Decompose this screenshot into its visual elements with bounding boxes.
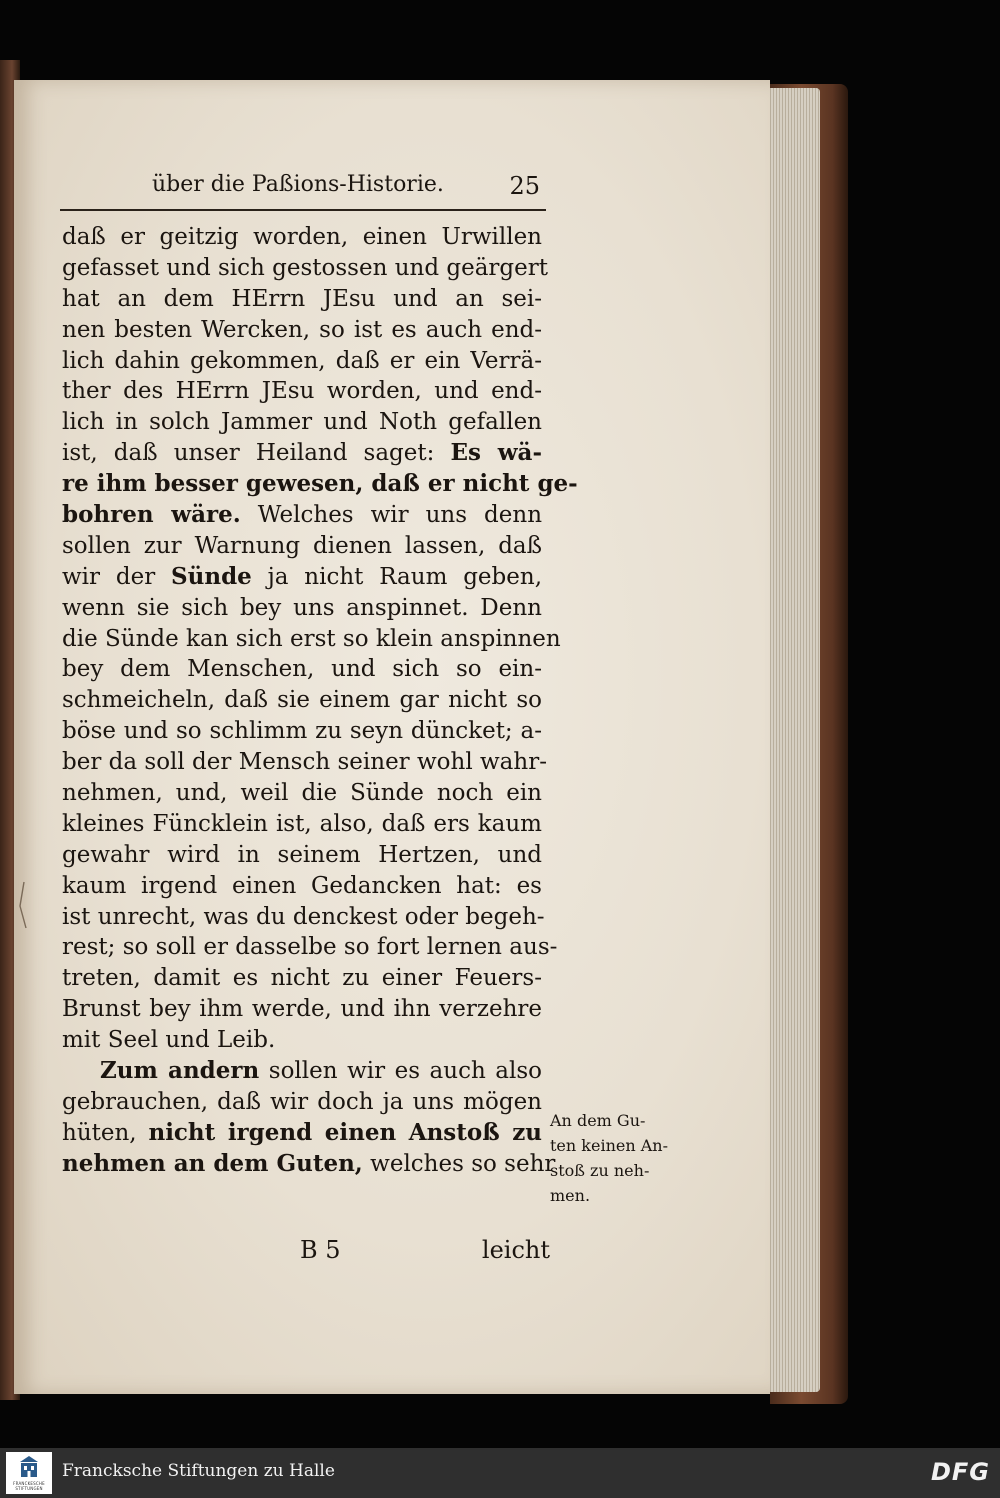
- marginal-line: ten keinen An-: [550, 1136, 668, 1155]
- text-line: schmeicheln, daß sie einem gar nicht so: [62, 687, 542, 714]
- building-icon: [18, 1455, 40, 1481]
- emphasis: Zum andern: [100, 1057, 260, 1085]
- institution-logo[interactable]: [6, 1452, 52, 1494]
- text-line: ist unrecht, was du denckest oder begeh-: [62, 903, 545, 930]
- text-line: rest; so soll er dasselbe so fort lernen aus-: [62, 934, 558, 961]
- text-line: lich dahin gekommen, daß er ein Verrä-: [62, 347, 542, 374]
- text-line: daß er geitzig worden, einen Urwillen: [62, 224, 542, 250]
- page-footer-line: [62, 1236, 550, 1270]
- page-edges: [762, 88, 820, 1392]
- text-line: [62, 469, 578, 500]
- dfg-logo[interactable]: DFG: [930, 1458, 990, 1486]
- header-rule: [60, 209, 546, 211]
- text-line: bey dem Menschen, und sich so ein-: [62, 656, 542, 683]
- text-segment: Welches wir uns denn: [257, 502, 543, 529]
- emphasis: Sünde: [171, 562, 252, 590]
- text-segment: hüten,: [62, 1119, 137, 1146]
- text-segment: wir der: [62, 563, 156, 590]
- text-line: kleines Füncklein ist, also, daß ers kaum: [62, 810, 542, 837]
- text-line: nehmen, und, weil die Sünde noch ein: [62, 780, 542, 807]
- text-segment: welches so sehr: [370, 1150, 556, 1177]
- text-line: gefasset und sich gestossen und geärgert: [62, 254, 548, 281]
- text-line: mit Seel und Leib.: [62, 1027, 276, 1054]
- page-header: [140, 172, 540, 202]
- logo-text: FRANCKESCHE STIFTUNGEN: [13, 1481, 45, 1491]
- text-line: sollen zur Warnung dienen lassen, daß: [62, 532, 542, 559]
- text-segment: sollen wir es auch also: [268, 1058, 542, 1085]
- text-segment: ja nicht Raum geben,: [267, 563, 543, 590]
- text-line: [62, 562, 542, 593]
- pencil-mark-icon: [10, 880, 34, 930]
- text-line: [62, 500, 542, 531]
- emphasis: re ihm besser gewesen, daß er nicht ge-: [62, 470, 578, 498]
- text-segment: ist, daß unser Heiland saget:: [62, 440, 435, 467]
- text-line: nen besten Wercken, so ist es auch end-: [62, 316, 542, 343]
- page-number: 25: [509, 172, 540, 200]
- text-line: hat an dem HErrn JEsu und an sei-: [62, 285, 542, 312]
- viewer-footer: [0, 1448, 1000, 1498]
- text-line: gebrauchen, daß wir doch ja uns mögen: [62, 1088, 542, 1115]
- text-line: die Sünde kan sich erst so klein anspinnen: [62, 625, 561, 652]
- text-line: [62, 1056, 542, 1087]
- emphasis: nicht irgend einen Anstoß zu: [148, 1118, 543, 1146]
- text-line: lich in solch Jammer und Noth gefallen: [62, 409, 542, 436]
- text-line: [62, 1118, 542, 1149]
- running-title: über die Paßions-Historie.: [152, 172, 444, 197]
- emphasis: Es wä-: [450, 439, 542, 467]
- text-line: böse und so schlimm zu seyn düncket; a-: [62, 718, 542, 745]
- emphasis: nehmen an dem Guten,: [62, 1149, 363, 1177]
- emphasis: bohren wäre.: [62, 501, 241, 529]
- text-line: [62, 1149, 556, 1180]
- text-line: ber da soll der Mensch seiner wohl wahr-: [62, 749, 547, 776]
- marginal-line: men.: [550, 1186, 591, 1205]
- catchword: leicht: [481, 1236, 550, 1264]
- marginal-note: [550, 1108, 690, 1208]
- text-line: [62, 438, 542, 469]
- text-line: kaum irgend einen Gedancken hat: es: [62, 872, 542, 899]
- text-line: Brunst bey ihm werde, und ihn verzehre: [62, 996, 542, 1023]
- text-line: ther des HErrn JEsu worden, und end-: [62, 378, 542, 405]
- marginal-line: An dem Gu-: [550, 1111, 646, 1130]
- body-text: [62, 222, 578, 1180]
- text-line: gewahr wird in seinem Hertzen, und: [62, 841, 542, 868]
- signature-mark: B 5: [300, 1236, 341, 1264]
- marginal-line: stoß zu neh-: [550, 1161, 650, 1180]
- text-line: treten, damit es nicht zu einer Feuers-: [62, 965, 542, 992]
- institution-name[interactable]: Francksche Stiftungen zu Halle: [62, 1461, 335, 1481]
- text-line: wenn sie sich bey uns anspinnet. Denn: [62, 594, 542, 621]
